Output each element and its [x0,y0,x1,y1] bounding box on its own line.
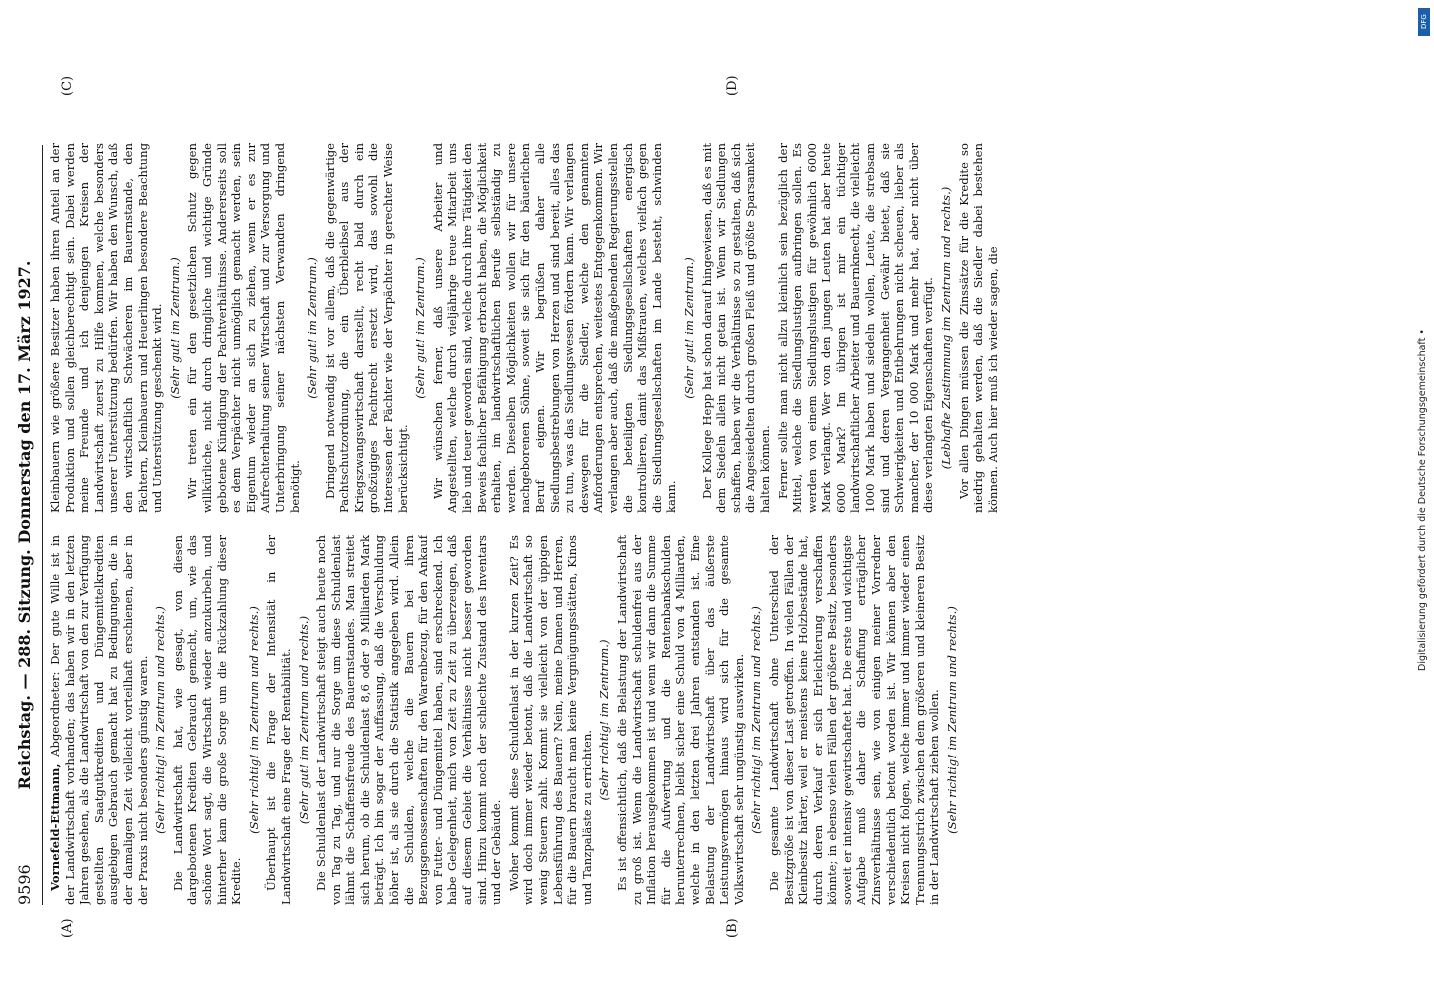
paragraph: Wir treten ein für den gesetzlichen Schutz gegen willkürliche, nicht durch dringliche und wichtige Gründe gebotene Kündigung der Pachtverhältnisse. Andererseits soll es dem Verpächter nicht unmöglich gemacht werden, sein Eigentum wieder an sich zu ziehen, wenn er es zur Aufrechterhaltung seiner Wirtschaft und zur Versorgung und Unterbringung seiner nächsten Verwandten dringend benötigt. [185,143,302,513]
margin-mark-c: (C) [60,75,75,96]
interjection: (Sehr gut! im Zentrum und rechts.) [296,615,311,825]
paragraph: Woher kommt diese Schuldenlast in der kurzen Zeit? Es wird doch immer wieder betont, daß die Landwirtschaft so wenig Steuern zahlt. Kommt sie vielleicht von der üppigen Lebensführung des Bauern? Nein, meine Damen und Herren, für die Bauern braucht man keine Vergnügungsstätten, Kinos und Tanzpaläste zu errichten. [506,535,594,905]
interjection: (Sehr richtig! im Zentrum und rechts.) [153,606,168,834]
interjection: (Sehr gut! im Zentrum.) [413,257,428,399]
paragraph: Die gesamte Landwirtschaft ohne Unterschied der Besitzgröße ist von dieser Last getroffen. In vielen Fällen der Kleinbesitz härter, weil er meistens keine Holzbestände hat, durch deren Verkauf er sich Erleichterung verschaffen könnte; in ebenso vielen Fällen der größere Besitz, besonders soweit er intensiv gewirtschaftet hat. Die erste und wichtigste Aufgabe muß daher die Schaffung erträglicher Zinsverhältnisse sein, wie von einigen meiner Vorredner verschiedentlich betont worden ist. Wir können aber den Kreisen nicht folgen, welche immer und immer wieder einen Trennungsstrich zwischen dem größeren und kleineren Besitz in der Landwirtschaft ziehen wollen. [766,535,942,905]
paragraph: Die Landwirtschaft hat, wie gesagt, von diesen dargebotenen Krediten Gebrauch gemacht, um, wie das schöne Wort sagt, die Wirtschaft wieder anzukurbeln, und hinterher kam die große Sorge um die Rückzahlung dieser Kredite. [170,535,244,905]
interjection: (Sehr richtig! im Zentrum und rechts.) [749,606,764,834]
margin-mark-b: (B) [725,918,740,938]
paragraph: Der Kollege Hepp hat schon darauf hingewiesen, daß es mit dem Siedeln allein nicht getan ist. Wenn wir Siedlungen schaffen, haben wir die Verhältnisse so zu gestalten, daß sich die Angesiedelten durch großen Fleiß und größte Sparsamkeit halten können. [699,143,772,513]
paragraph: Dringend notwendig ist vor allem, daß die gegenwärtige Pachtschutzordnung, die ein Überbleibsel aus der Kriegszwangswirtschaft darstellt, recht bald durch ein großzügiges Pachtrecht ersetzt wird, das sowohl die Interessen der Pächter wie der Verpächter in gerechter Weise berücksichtigt. [322,143,410,513]
interjection: (Sehr richtig! im Zentrum.) [597,639,612,801]
paragraph: Kleinbauern wie größere Besitzer haben ihren Anteil an der Produktion und sollen gleichberechtigt sein. Dabei werden meine Freunde und ich denjenigen Kreisen der Landwirtschaft zuerst zu Hilfe kommen, welche besonders unserer Unterstützung bedürfen. Wir haben den Wunsch, daß den wirtschaftlich Schwächeren im Bauernstande, den Pächtern, Kleinbauern und Heuerlingen besondere Beachtung und Unterstützung geschenkt wird. [48,143,165,513]
interjection: (Sehr richtig! im Zentrum und rechts.) [246,606,261,834]
left-text-column [48,535,1348,905]
page-number: 9596 [15,864,34,905]
margin-mark-a: (A) [60,918,75,938]
interjection: (Lebhafte Zustimmung im Zentrum und rechts.) [939,186,954,470]
speaker-name: Vornefeld-Ettmann, [48,763,62,891]
footer-credit: Digitalisierung gefördert durch die Deutsche Forschungsgemeinschaft • [1417,329,1428,671]
paragraph [48,535,150,905]
interjection: (Sehr gut! im Zentrum.) [167,257,182,399]
dfg-logo: DFG [1418,8,1430,36]
paragraph: Überhaupt ist die Frage der Intensität in der Landwirtschaft eine Frage der Rentabilität. [264,535,293,905]
digitization-footer [1414,10,1432,990]
interjection: (Sehr gut! im Zentrum.) [305,257,320,399]
paragraph: Wir wünschen ferner, daß unsere Arbeiter und Angestellten, welche durch vieljährige treue Mitarbeit uns lieb und teuer geworden sind, welche durch ihre Tätigkeit den Beweis fachlicher Befähigung erbracht haben, die Möglichkeit erhalten, im landwirtschaftlichen Berufe selbständig zu werden. Dieselben Möglichkeiten wollen wir für unsere nachgeborenen Söhne, soweit sie sich für den bäuerlichen Beruf eignen. Wir begrüßen daher alle Siedlungsbestrebungen von Herzen und sind bereit, alles das zu tun, was das Siedlungswesen fördern kann. Wir verlangen deswegen für die Siedler, welche den genannten Anforderungen entsprechen, weitestes Entgegenkommen. Wir verlangen aber auch, daß die maßgebenden Regierungsstellen die beteiligten Siedlungsgesellschaften energisch kontrollieren, damit das Mißtrauen, welches vielfach gegen die Siedlungsgesellschaften im Lande besteht, schwinden kann. [430,143,679,513]
margin-mark-d: (D) [725,75,740,96]
paragraph: Vor allen Dingen müssen die Zinssätze für die Kredite so niedrig gehalten werden, daß die Siedler dabei bestehen können. Auch hier muß ich wieder sagen, die [956,143,1000,513]
paragraph: Es ist offensichtlich, daß die Belastung der Landwirtschaft zu groß ist. Wenn die Landwirtschaft schuldenfrei aus der Inflation herausgekommen ist und wenn wir dann die Summe für die Aufwertung und die Rentenbankschulden herunterrechnen, bleibt sicher eine Schuld von 4 Milliarden, welche in den letzten drei Jahren entstanden ist. Eine Belastung der Landwirtschaft über das äußerste Leistungsvermögen hinaus wird sich für die gesamte Volkswirtschaft sehr ungünstig auswirken. [614,535,746,905]
interjection: (Sehr richtig! im Zentrum und rechts.) [945,606,960,834]
page-title: Reichstag. — 288. Sitzung. Donnerstag den 17. März 1927. [15,260,34,790]
paragraph: Ferner sollte man nicht allzu kleinlich sein bezüglich der Mittel, welche die Siedlungslustigen aufbringen sollen. Es werden von einem Siedlungslustigen für gewöhnlich 6000 Mark verlangt. Wer von den jungen Leuten hat aber heute 6000 Mark? Im übrigen ist mir ein tüchtiger landwirtschaftlicher Arbeiter und Bauernknecht, die vielleicht 1000 Mark haben und siedeln wollen, Leute, die strebsam sind und deren Vergangenheit Gewähr bietet, daß sie Schwierigkeiten und Entbehrungen nicht scheuen, lieber als mancher, der 10 000 Mark und mehr hat, aber nicht über diese verlangten Eigenschaften verfügt. [775,143,936,513]
interjection: (Sehr gut! im Zentrum.) [681,257,696,399]
paragraph-text: Abgeordneter: Der gute Wille ist in der Landwirtschaft vorhanden; das haben wir in den letzten Jahren gesehen, als die Landwirtschaft von den zur Verfügung gestellten Saatgutkrediten und Düngemittelkrediten ausgiebigen Gebrauch gemacht hat zu Bedingungen, die in der damaligen Zeit vielleicht vorteilhaft erschienen, aber in der Praxis nicht besonders günstig waren. [48,535,150,905]
right-text-column [48,143,1348,513]
paragraph: Die Schuldenlast der Landwirtschaft steigt auch heute noch von Tag zu Tag, und nur die Sorge um diese Schuldenlast lähmt die Schaffensfreude des Bauernstandes. Man streitet sich herum, ob die Schuldenlast 8,6 oder 9 Milliarden Mark beträgt. Ich bin sogar der Auffassung, daß die Verschuldung höher ist, als sie durch die Statistik angegeben wird. Allein die Schulden, welche die Bauern bei ihren Bezugsgenossenschaften für den Warenbezug, für den Ankauf von Futter- und Düngemittel haben, sind erschreckend. Ich habe Gelegenheit, mich von Zeit zu Zeit zu überzeugen, daß auf diesem Gebiet die Verhältnisse nicht besser geworden sind. Hinzu kommt noch der schlechte Zustand des Inventars und der Gebäude. [314,535,504,905]
page-header [8,145,43,905]
